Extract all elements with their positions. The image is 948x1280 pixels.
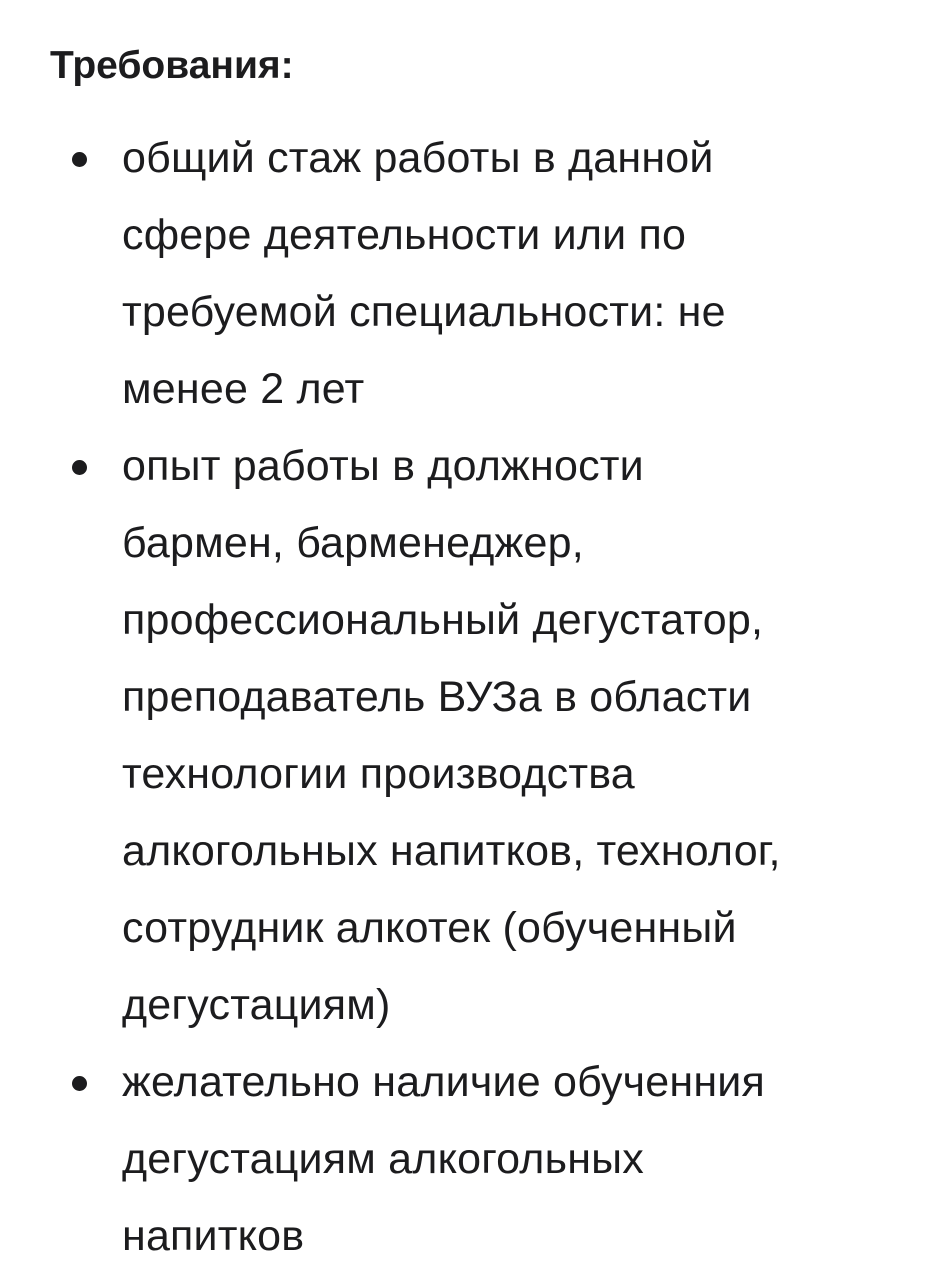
text-line: дегустациям) — [122, 981, 391, 1029]
text-line: сотрудник алкотек (обученный — [122, 904, 737, 952]
text-line: бармен, барменеджер, — [122, 519, 584, 567]
text-line: требуемой специальности: не — [122, 288, 726, 336]
text-line: алкогольных напитков, технолог, — [122, 827, 781, 875]
list-item-text — [122, 120, 902, 428]
list-item-text — [122, 428, 902, 1044]
text-line: желательно наличие обученния — [122, 1058, 765, 1106]
text-line: напитков — [122, 1212, 305, 1260]
bullet-icon — [72, 152, 87, 167]
text-line: технологии производства — [122, 750, 635, 798]
bullet-icon — [72, 460, 87, 475]
text-line: профессиональный дегустатор, — [122, 596, 764, 644]
section-heading: Требования: — [50, 44, 294, 87]
text-line: преподаватель ВУЗа в области — [122, 673, 752, 721]
bullet-icon — [72, 1076, 87, 1091]
list-item-text — [122, 1044, 902, 1275]
text-line: общий стаж работы в данной — [122, 134, 714, 182]
text-line: дегустациям алкогольных — [122, 1135, 644, 1183]
text-line: менее 2 лет — [122, 365, 365, 413]
text-line: опыт работы в должности — [122, 442, 644, 490]
text-line: сфере деятельности или по — [122, 211, 687, 259]
